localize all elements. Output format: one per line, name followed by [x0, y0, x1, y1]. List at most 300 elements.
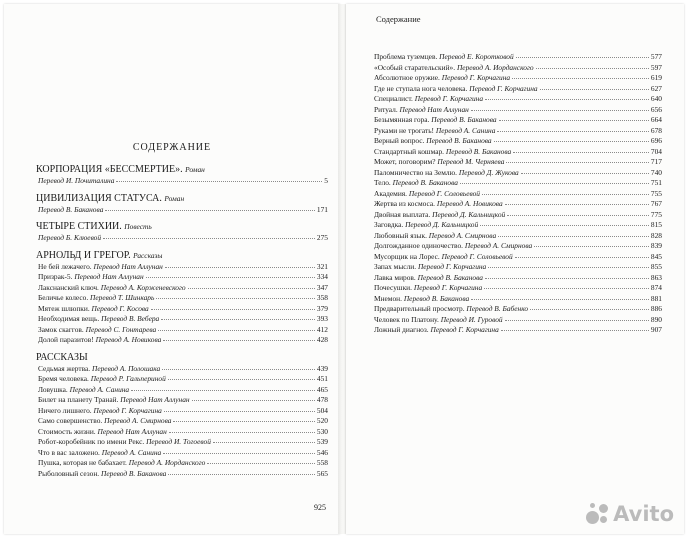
translator: Перевод А. Санина [69, 384, 130, 394]
entry-text [38, 395, 190, 406]
avito-logo-icon [586, 502, 610, 526]
entry-text [374, 94, 483, 105]
toc-entry [374, 126, 662, 137]
translator: Перевод А. Иорданского [128, 458, 206, 467]
translator: Перевод Г. Соловьевой [408, 188, 480, 198]
entry-page-number: 881 [650, 293, 662, 303]
translator: Перевод А. Санина [101, 447, 162, 457]
toc-entry [36, 416, 328, 427]
toc-entry [374, 147, 662, 158]
entry-text [374, 126, 495, 137]
entry-page-number: 740 [650, 167, 662, 177]
translator: Перевод Б. Клюевой [38, 233, 102, 242]
dot-leader [168, 474, 315, 475]
entry-page-number: 717 [650, 157, 662, 166]
entry-page-number: 597 [650, 62, 662, 72]
toc-entry [374, 189, 662, 200]
story-title: Лавка миров. [374, 272, 416, 282]
toc-entry [36, 325, 328, 336]
story-title: Мнемон. [374, 293, 402, 303]
dot-leader [168, 379, 315, 380]
entry-page-number: 347 [316, 282, 328, 292]
toc-entry [36, 437, 328, 448]
story-title: Любовный язык. [374, 230, 427, 240]
work-title: КОРПОРАЦИЯ «БЕССМЕРТИЕ». [36, 164, 183, 175]
story-title: Ничего лишнего. [38, 405, 92, 415]
work-section [36, 352, 328, 480]
toc-entry [374, 241, 662, 252]
toc-entry [374, 115, 662, 126]
translator: Перевод Нат Аллунан [399, 104, 469, 114]
entry-text [374, 210, 505, 221]
story-title: Мусорщик на Лорес. [374, 251, 440, 261]
translator: Перевод А. Смирнова [428, 230, 497, 240]
work-genre: Роман [185, 165, 205, 174]
translator: Перевод Нат Аллунан [74, 272, 144, 281]
entry-text [374, 199, 503, 210]
translator: Перевод В. Бабенко [466, 304, 529, 313]
work-title: РАССКАЗЫ [36, 351, 88, 363]
entry-page-number: 393 [316, 314, 328, 323]
entry-text [374, 168, 519, 179]
toc-entry [374, 273, 662, 284]
dot-leader [105, 210, 315, 211]
left-page [4, 4, 340, 534]
entry-text [38, 469, 166, 480]
translator: Перевод Нат Аллунан [93, 261, 163, 271]
translator: Перевод А. Иорданского [456, 62, 534, 72]
entry-page-number: 755 [650, 188, 662, 198]
entry-text [38, 293, 154, 304]
toc-entry [36, 176, 328, 187]
toc-entry [36, 272, 328, 283]
story-title: Призрак-5. [38, 272, 73, 281]
dot-leader [151, 309, 315, 310]
toc-entry [36, 233, 328, 244]
dot-leader [164, 411, 315, 412]
right-toc-list [374, 52, 662, 336]
entry-page-number: 558 [316, 458, 328, 467]
story-title: Ложный диагноз. [374, 325, 429, 334]
story-title: Академия. [374, 188, 408, 198]
dot-leader [162, 369, 315, 370]
translator: Перевод Р. Гальпериной [90, 374, 166, 383]
entry-page-number: 412 [316, 324, 328, 334]
dot-leader [163, 340, 315, 341]
toc-entry [36, 395, 328, 406]
work-title: ЦИВИЛИЗАЦИЯ СТАТУСА. [36, 192, 162, 204]
entry-page-number: 751 [650, 178, 662, 187]
story-title: Ловушка. [38, 384, 68, 394]
entry-text [374, 252, 513, 263]
entry-text [374, 262, 486, 273]
toc-entry [36, 469, 328, 480]
entry-text [38, 385, 129, 396]
dot-leader [161, 319, 315, 320]
translator: Перевод Г. Корчагина [430, 325, 499, 334]
story-title: Рыболовный сезон. [38, 468, 100, 478]
entry-text [38, 272, 144, 283]
entry-text [38, 283, 186, 294]
dot-leader [480, 225, 649, 226]
entry-text [38, 437, 211, 448]
entry-text [374, 157, 504, 168]
toc-entry [374, 283, 662, 294]
entry-page-number: 504 [316, 405, 328, 415]
dot-leader [521, 173, 649, 174]
toc-entry [374, 63, 662, 74]
entry-text [374, 84, 538, 95]
translator: Перевод Г. Корчагина [414, 94, 484, 103]
translator: Перевод В. Баканова [417, 272, 483, 282]
toc-entry [374, 294, 662, 305]
entry-text [374, 115, 497, 126]
entry-text [38, 335, 161, 346]
entry-text [374, 294, 469, 305]
entry-page-number: 907 [650, 325, 662, 334]
translator: Перевод А. Новикова [95, 335, 162, 344]
toc-entry [36, 364, 328, 375]
entry-text [374, 241, 532, 252]
dot-leader [507, 215, 649, 216]
toc-entry [36, 304, 328, 315]
entry-page-number: 656 [650, 104, 662, 114]
entry-text [38, 416, 171, 427]
entry-page-number: 855 [650, 262, 662, 271]
story-title: Проблема туземцев. [374, 52, 438, 61]
toc-entry [374, 325, 662, 336]
toc-entry [374, 136, 662, 147]
entry-page-number: 565 [316, 468, 328, 478]
story-title: Заговдка. [374, 220, 404, 229]
toc-entry [36, 458, 328, 469]
toc-entry [36, 262, 328, 273]
entry-text [38, 176, 114, 187]
story-title: Паломничество на Землю. [374, 167, 457, 177]
dot-leader [169, 432, 315, 433]
translator: Перевод А. Новикова [436, 199, 503, 208]
toc-entry [374, 73, 662, 84]
entry-text [374, 325, 499, 336]
story-title: Руками не трогать! [374, 125, 435, 135]
toc-entry [374, 304, 662, 315]
entry-text [38, 304, 149, 315]
toc-entry [36, 283, 328, 294]
entry-page-number: 815 [650, 220, 662, 229]
dot-leader [165, 267, 315, 268]
story-title: Замок скаггов. [38, 324, 84, 334]
translator: Перевод Г. Корчагина [417, 262, 487, 271]
entry-page-number: 530 [316, 426, 328, 436]
dot-leader [488, 267, 649, 268]
dot-leader [146, 277, 315, 278]
dot-leader [530, 309, 649, 310]
story-title: Седьмая жертва. [38, 363, 91, 373]
entry-text [374, 273, 483, 284]
story-title: Пушка, которая не бабахает. [38, 458, 127, 467]
entry-text [38, 325, 156, 336]
entry-text [38, 458, 205, 469]
dot-leader [207, 463, 315, 464]
entry-page-number: 886 [650, 304, 662, 313]
entry-page-number: 275 [316, 233, 328, 242]
story-title: Стоимость жизни. [38, 426, 96, 436]
story-title: Что в вас заложено. [38, 447, 100, 457]
dot-leader [131, 390, 315, 391]
story-title: Двойная выплата. [374, 209, 431, 219]
dot-leader [482, 194, 649, 195]
entry-text [374, 136, 492, 147]
work-section [36, 221, 328, 244]
entry-text [374, 231, 496, 242]
entry-page-number: 678 [650, 125, 662, 135]
entry-page-number: 619 [650, 73, 662, 82]
avito-watermark [586, 502, 674, 526]
entry-page-number: 627 [650, 83, 662, 93]
dot-leader [485, 99, 649, 100]
translator: Перевод В. Баканова [392, 178, 458, 187]
toc-entry [374, 220, 662, 231]
story-title: Бремя человека. [38, 374, 89, 383]
work-genre: Повесть [124, 222, 152, 231]
dot-leader [506, 162, 649, 163]
entry-text [374, 304, 528, 315]
dot-leader [534, 246, 649, 247]
entry-page-number: 863 [650, 272, 662, 282]
dot-leader [192, 400, 315, 401]
toc-entry [36, 448, 328, 459]
story-title: Беличье колесо. [38, 293, 89, 302]
toc-entry [36, 314, 328, 325]
entry-text [374, 315, 503, 326]
entry-text [38, 406, 162, 417]
dot-leader [213, 442, 315, 443]
toc-entry [36, 205, 328, 216]
work-heading [36, 164, 328, 176]
dot-leader [116, 181, 322, 182]
translator: Перевод Д. Жуковa [458, 167, 519, 177]
translator: Перевод А. Корженевского [100, 282, 186, 292]
translator: Перевод Г. Корчагина [413, 283, 483, 292]
story-title: Может, поговорим? [374, 157, 436, 166]
toc-entry [374, 262, 662, 273]
story-title: Запах мысли. [374, 262, 417, 271]
entry-text [38, 364, 160, 375]
story-title: Долой паразитов! [38, 335, 94, 344]
entry-page-number: 451 [316, 374, 328, 383]
dot-leader [540, 89, 649, 90]
entry-page-number: 478 [316, 395, 328, 404]
toc-entry [36, 293, 328, 304]
entry-text [374, 105, 469, 116]
work-heading [36, 352, 328, 364]
entry-page-number: 465 [316, 384, 328, 394]
toc-entry [374, 178, 662, 189]
translator: Перевод В. Баканова [445, 146, 512, 156]
toc-entry [374, 105, 662, 116]
toc-entry [374, 84, 662, 95]
right-page [346, 4, 684, 534]
work-genre: Роман [164, 193, 185, 203]
toc-entry [36, 427, 328, 438]
dot-leader [497, 131, 649, 132]
entry-page-number: 439 [316, 363, 328, 373]
entry-page-number: 828 [650, 230, 662, 240]
toc-entry [36, 374, 328, 385]
work-section [36, 193, 328, 216]
story-title: «Особый старательский». [374, 62, 456, 72]
toc-entry [374, 157, 662, 168]
translator: Перевод Д. Кальницкой [432, 209, 506, 219]
dot-leader [173, 421, 314, 422]
dot-leader [188, 288, 315, 289]
story-title: Специалист. [374, 94, 413, 103]
story-title: Почесушки. [374, 283, 412, 292]
translator: Перевод В. Бакановa [38, 204, 104, 214]
entry-page-number: 664 [650, 115, 662, 124]
toc-entry [374, 199, 662, 210]
entry-page-number: 546 [316, 447, 328, 457]
dot-leader [505, 320, 649, 321]
dot-leader [499, 120, 649, 121]
entry-text [38, 448, 161, 459]
translator: Перевод Д. Кальницкой [405, 220, 479, 229]
translator: Перевод Г. Косова [91, 303, 149, 313]
toc-entry [374, 94, 662, 105]
translator: Перевод И. Тогоевой [146, 437, 211, 446]
entry-text [38, 374, 166, 385]
toc-entry [374, 52, 662, 63]
toc-entry [36, 335, 328, 346]
entry-text [374, 52, 514, 63]
story-title: Жертва из космоса. [374, 199, 436, 208]
dot-leader [515, 257, 649, 258]
entry-page-number: 704 [650, 146, 662, 156]
translator: Перевод М. Черняева [437, 157, 505, 166]
toc-entry [374, 315, 662, 326]
work-title: АРНОЛЬД И ГРЕГОР. [36, 249, 131, 261]
dot-leader [536, 68, 649, 69]
entry-text [38, 314, 159, 325]
toc-entry [374, 210, 662, 221]
story-title: Абсолютное оружие. [374, 73, 440, 82]
toc-entry [36, 406, 328, 417]
left-toc-list [36, 158, 328, 479]
entry-text [374, 220, 478, 231]
story-title: Не бей лежачего. [38, 261, 92, 271]
dot-leader [485, 278, 649, 279]
entry-page-number: 890 [650, 314, 662, 324]
entry-page-number: 577 [650, 52, 662, 61]
entry-text [374, 63, 534, 74]
entry-page-number: 775 [650, 209, 662, 219]
watermark-text: Avito [613, 502, 674, 526]
work-heading [36, 193, 328, 205]
entry-text [38, 205, 103, 216]
translator: Перевод А. Санина [435, 125, 496, 135]
story-title: Само совершенство. [38, 416, 103, 425]
story-title: Долгожданное одиночество. [374, 241, 463, 250]
entry-page-number: 839 [650, 241, 662, 250]
entry-page-number: 358 [316, 293, 328, 302]
dot-leader [513, 152, 649, 153]
translator: Перевод Г. Соловьевой [441, 251, 513, 261]
entry-text [374, 73, 510, 84]
entry-page-number: 5 [324, 176, 328, 185]
story-title: Где не ступала нога человека. [374, 83, 468, 93]
translator: Перевод А. Смирнова [104, 416, 172, 425]
dot-leader [471, 299, 649, 300]
translator: Перевод В. Вебера [101, 314, 160, 323]
translator: Перевод Нат Аллунан [120, 395, 190, 404]
translator: Перевод Т. Шинкарь [90, 293, 155, 302]
entry-text [38, 233, 101, 244]
work-section [36, 250, 328, 346]
dot-leader [512, 78, 649, 79]
work-section [36, 164, 328, 187]
story-title: Лакснанский ключ. [38, 282, 99, 292]
dot-leader [494, 141, 649, 142]
dot-leader [516, 57, 649, 58]
story-title: Стандартный кошмар. [374, 146, 445, 156]
dot-leader [103, 238, 315, 239]
work-heading [36, 250, 328, 262]
entry-page-number: 171 [316, 204, 328, 214]
entry-page-number: 845 [650, 251, 662, 261]
entry-page-number: 379 [316, 303, 328, 313]
entry-page-number: 321 [316, 261, 328, 271]
translator: Перевод С. Гонтарева [85, 324, 157, 334]
story-title: Робот-коробейник по имени Рекс. [38, 437, 145, 446]
entry-page-number: 767 [650, 199, 662, 208]
toc-entry [374, 252, 662, 263]
entry-page-number: 640 [650, 94, 662, 103]
toc-entry [36, 385, 328, 396]
translator: Перевод Г. Корчагина [469, 83, 538, 93]
dot-leader [163, 453, 315, 454]
story-title: Необходимая вещь. [38, 314, 100, 323]
story-title: Предварительный просмотр. [374, 304, 465, 313]
story-title: Ритуал. [374, 104, 398, 114]
translator: Перевод Е. Коротковой [439, 52, 514, 61]
dot-leader [158, 330, 315, 331]
entry-page-number: 520 [316, 416, 328, 425]
story-title: Верный вопрос. [374, 136, 425, 145]
translator: Перевод В. Баканова [101, 468, 167, 478]
story-title: Мятеж шлюпки. [38, 303, 90, 313]
translator: Перевод В. Баканова [403, 293, 470, 303]
dot-leader [460, 183, 649, 184]
work-title: ЧЕТЫРЕ СТИХИИ. [36, 221, 122, 232]
story-title: Билет на планету Транай. [38, 395, 119, 404]
story-title: Тело. [374, 178, 391, 187]
story-title: Безымянная гора. [374, 115, 430, 124]
dot-leader [471, 110, 649, 111]
dot-leader [156, 298, 315, 299]
entry-text [38, 427, 167, 438]
story-title: Человек по Платону. [374, 314, 439, 324]
entry-text [374, 189, 480, 200]
page-number: 925 [314, 503, 326, 512]
dot-leader [505, 204, 649, 205]
entry-text [374, 178, 458, 189]
work-genre: Рассказы [133, 250, 163, 260]
entry-text [38, 262, 163, 273]
entry-text [374, 283, 482, 294]
translator: Перевод Нат Аллунан [97, 426, 167, 436]
running-head: Содержание [376, 14, 421, 24]
dot-leader [484, 288, 649, 289]
